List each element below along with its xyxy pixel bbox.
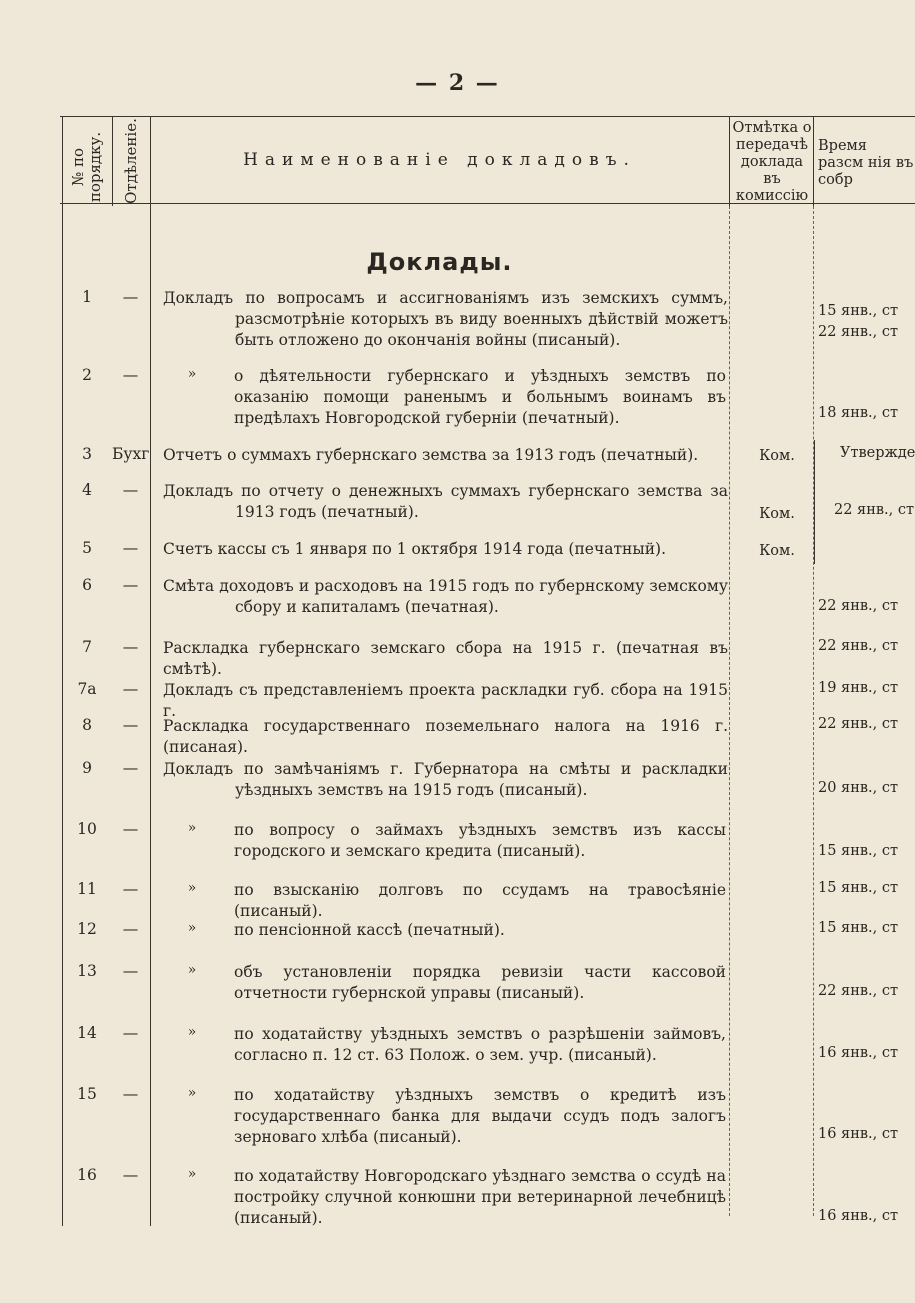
row-text: о дѣятельности губернскаго и уѣздныхъ земствъ по оказанію помощи раненымъ и больнымъ воинамъ въ предѣлахъ Новгородской губерніи (печатный). (234, 367, 726, 427)
ditto-mark: » (187, 1024, 197, 1040)
row-date: 22 янв., ст (818, 638, 899, 654)
ditto-mark: » (187, 880, 197, 896)
row-text: по ходатайству Новгородскаго уѣзднаго земства о ссудѣ на постройку случной конюшни при ветеринарной лечебницѣ (писаный). (234, 1167, 726, 1227)
table-left-rule (62, 116, 63, 1226)
row-text: Раскладка губернскаго земскаго сбора на 1915 г. (печатная въ смѣтѣ). (163, 639, 728, 678)
row-number: 4 (82, 481, 92, 499)
row-department: — (122, 920, 139, 938)
ditto-mark: » (187, 1085, 197, 1101)
header-time-col: Время разсм нія въ собр (818, 138, 914, 188)
row-date: 22 янв., ст (818, 598, 899, 614)
row-date: 22 янв., ст (834, 502, 915, 518)
col-divider-3 (729, 116, 730, 206)
header-mark-col: Отмѣтка о передачѣ доклада въ комиссію (732, 120, 812, 204)
row-department: — (122, 576, 139, 594)
row-department: — (122, 962, 139, 980)
col-divider-4 (813, 116, 814, 206)
table-top-rule (60, 116, 915, 117)
row-number: 7 (82, 638, 92, 656)
row-text: объ установленіи порядка ревизіи части кассовой отчетности губернской управы (писаный). (234, 963, 726, 1002)
row-number: 6 (82, 576, 92, 594)
row-date: 16 янв., ст (818, 1126, 899, 1142)
row-date: 15 янв., ст (818, 920, 899, 936)
row-number: 12 (77, 920, 97, 938)
ditto-mark: » (187, 820, 197, 836)
ditto-mark: » (187, 962, 197, 978)
row-date: 16 янв., ст (818, 1045, 899, 1061)
row-date: 18 янв., ст (818, 405, 899, 421)
row-commission-mark: Ком. (759, 506, 795, 522)
row-date: 15 янв., ст (818, 303, 899, 319)
row-department: — (122, 820, 139, 838)
row-date: 22 янв., ст (818, 716, 899, 732)
row-number: 15 (77, 1085, 97, 1103)
row-text: по ходатайству уѣздныхъ земствъ о кредитѣ изъ государственнаго банка для выдачи ссудъ подъ залогъ зерноваго хлѣба (писаный). (234, 1086, 726, 1146)
row-department: — (122, 1085, 139, 1103)
page-number: — 2 — (415, 70, 500, 96)
row-text: по ходатайству уѣздныхъ земствъ о разрѣшеніи займовъ, согласно п. 12 ст. 63 Полож. о зем. учр. (писаный). (234, 1025, 726, 1064)
row-number: 9 (82, 759, 92, 777)
row-commission-mark: Ком. (759, 543, 795, 559)
header-number-col: № по порядку. (69, 131, 104, 203)
row-number: 3 (82, 445, 92, 463)
row-text: Докладъ по отчету о денежныхъ суммахъ губернскаго земства за 1913 годъ (печатный). (163, 482, 728, 521)
row-text: Счетъ кассы съ 1 января по 1 октября 1914 года (печатный). (163, 540, 666, 558)
row-department: — (122, 680, 139, 698)
row-number: 10 (77, 820, 97, 838)
header-department-col: Отдѣленіе. (122, 118, 140, 204)
row-department: — (122, 288, 139, 306)
ditto-mark: » (187, 920, 197, 936)
col-divider-4-body (813, 206, 814, 1216)
row-number: 11 (77, 880, 97, 898)
row-text: Отчетъ о суммахъ губернскаго земства за 1913 годъ (печатный). (163, 446, 699, 464)
header-title-col: Наименованіе докладовъ. (243, 150, 636, 170)
row-department: — (122, 638, 139, 656)
row-text: Докладъ по замѣчаніямъ г. Губернатора на смѣты и раскладки уѣздныхъ земствъ на 1915 годъ (писаный). (163, 760, 728, 799)
row-number: 5 (82, 539, 92, 557)
row-department: Бухг (112, 445, 150, 463)
col-divider-3-body (729, 206, 730, 1216)
row-number: 1 (82, 288, 92, 306)
row-department: — (122, 539, 139, 557)
ditto-mark: » (187, 366, 197, 382)
row-text: Раскладка государственнаго поземельнаго налога на 1916 г. (писаная). (163, 717, 728, 756)
row-text: Докладъ по вопросамъ и ассигнованіямъ изъ земскихъ суммъ, разсмотрѣніе которыхъ въ виду военныхъ дѣйствій можетъ быть отложено до окончанія войны (писаный). (163, 289, 728, 349)
col-divider-2 (150, 116, 151, 1226)
row-department: — (122, 1166, 139, 1184)
row-text: по взысканію долговъ по ссудамъ на травосѣяніе (писаный). (234, 881, 726, 920)
row-number: 2 (82, 366, 92, 384)
ditto-mark: » (187, 1166, 197, 1182)
row-department: — (122, 1024, 139, 1042)
row-date: 15 янв., ст (818, 843, 899, 859)
row-number: 7а (77, 680, 97, 698)
row-date: 22 янв., ст (818, 324, 899, 340)
row-date: 22 янв., ст (818, 983, 899, 999)
row-date: 19 янв., ст (818, 680, 899, 696)
row-department: — (122, 366, 139, 384)
row-department: — (122, 880, 139, 898)
row-number: 13 (77, 962, 97, 980)
row-number: 16 (77, 1166, 97, 1184)
row-number: 8 (82, 716, 92, 734)
row-date: 15 янв., ст (818, 880, 899, 896)
section-title: Доклады. (366, 248, 513, 276)
row-date: Утвержде (840, 445, 915, 461)
row-department: — (122, 759, 139, 777)
row-date: 16 янв., ст (818, 1208, 899, 1224)
row-date: 20 янв., ст (818, 780, 899, 796)
row-text: по вопросу о займахъ уѣздныхъ земствъ изъ кассы городского и земскаго кредита (писаный). (234, 821, 726, 860)
row-department: — (122, 716, 139, 734)
row-department: — (122, 481, 139, 499)
row-text: Смѣта доходовъ и расходовъ на 1915 годъ по губернскому земскому сбору и капиталамъ (печатная). (163, 577, 728, 616)
row-text: Докладъ съ представленіемъ проекта раскладки губ. сбора на 1915 г. (163, 681, 728, 720)
col-divider-1 (112, 116, 113, 206)
row-number: 14 (77, 1024, 97, 1042)
row-commission-mark: Ком. (759, 448, 795, 464)
row-text: по пенсіонной кассѣ (печатный). (234, 921, 505, 939)
